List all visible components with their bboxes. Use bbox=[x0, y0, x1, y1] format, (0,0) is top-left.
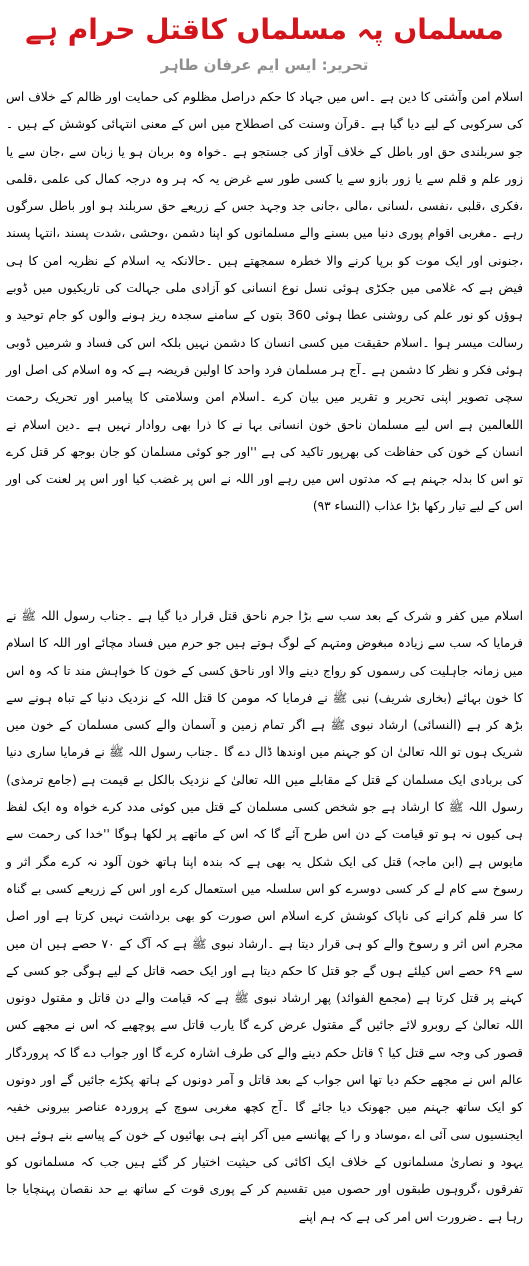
article-title: مسلماں پہ مسلماں کاقتل حرام ہے bbox=[25, 13, 504, 46]
article-author: تحریر: ایس ایم عرفان طاہر bbox=[160, 56, 369, 74]
article bbox=[0, 8, 529, 1266]
article-paragraph-1: اسلام امن وآشتی کا دین ہے ۔اس میں جہاد کا حکم دراصل مظلوم کی حمایت اور ظالم کے خلاف اس کی سرکوبی کے لیے دیا گیا ہے ۔قرآن وسنت کی اصطلاح میں اس کے معنی انتہائی کوشش کے ہیں ۔جو سربلندی حق اور باطل کے خلاف آواز کی جستجو ہے ۔خواہ وہ بربان ہو یا زبان سے ،جان سے یا زور علم و قلم سے یا زور بازو سے یا کسی طور سے غرض یہ کہ ہر وہ درجہ کمال کی علمی ،قلمی ،فکری ،قلبی ،نفسی ،لسانی ،مالی ،جانی جد وجہد جس کے زریعے حق سربلند ہو اور باطل سرگوں رہے ۔مغربی اقوام پوری دنیا میں بسنے والے مسلمانوں کو اپنا دشمن ،وحشی ،شدت پسند ،انتہا پسند ،جنونی اور ایک موت کو برپا کرنے والا خطرہ سمجھتے ہیں ۔حالانکہ یہ اسلام کے نظریہ امن کا ہی فیض ہے کہ غلامی میں جکڑی ہوئی نسل نوع انسانی کو آزادی ملی جہالت کی تاریکیوں میں ڈوبے ہوؤں کو نور علم کی روشنی عطا ہوئی 360 بتوں کے سامنے سجدہ ریز ہونے والوں کو جام توحید و رسالت میسر ہوا ۔اسلام حقیقت میں کسی انسان کا دشمن نہیں بلکہ اس کی فساد و شرمیں ڈوبی ہوئی فکر و نظر کا دشمن ہے ۔آج ہر مسلمان فرد واحد کا اولین فریضہ ہے کہ وہ اسلام کی اصل اور سچی تصویر اپنی تحریر و تقریر میں بیان کرے ۔اسلام امن وسلامتی کا پیامبر اور تحریک رحمت اللعالمین ہے اس لیے مسلمان ناحق خون انسانی بہا نے کا ذرا بھی روادار نہیں ہے ۔دین اسلام نے انسان کے خون کی حفاظت کی بھرپور تاکید کی ہے ''اور جو کوئی مسلمان کو جان بوجھ کر قتل کرے تو اس کا بدلہ جہنم ہے کہ مدتوں اس میں رہے اور اللہ نے اس پر غضب کیا اور اس پر لعنت کی اور اس کے لیے تیار رکھا بڑا عذاب (النساء ۹۳) bbox=[6, 90, 523, 514]
article-paragraph-2: اسلام میں کفر و شرک کے بعد سب سے بڑا جرم ناحق قتل قرار دیا گیا ہے ۔جناب رسول اللہ ﷺ نے فرمایا کہ سب سے زیادہ مبغوض ومتہم کے لوگ ہوتے ہیں جو حرم میں فساد مچائے اور اللہ کا اسلام میں زمانہ جاہلیت کی رسموں کو رواج دینے والا اور ناحق کسی کے خون کا خواہش مند تا کہ وہ اس کا خون بہائے (بخاری شریف) نبی ﷺ نے فرمایا کہ مومن کا قتل اللہ کے نزدیک دنیا کے تباہ ہونے سے بڑھ کر ہے (النسائی) ارشاد نبوی ﷺ ہے اگر تمام زمین و آسمان والے کسی مسلمان کے خون میں شریک ہوں تو اللہ تعالیٰ ان کو جہنم میں اوندھا ڈال دے گا ۔جناب رسول اللہ ﷺ نے فرمایا ساری دنیا کی بربادی ایک مسلمان کے قتل کے مقابلے میں اللہ تعالیٰ کے نزدیک بالکل بے قیمت ہے (جامع ترمذی) رسول اللہ ﷺ کا ارشاد ہے جو شخص کسی مسلمان کے قتل میں کوئی مدد کرے خواہ وہ ایک لفظ ہی کیوں نہ ہو تو قیامت کے دن اس طرح آئے گا کہ اس کے ماتھے پر لکھا ہوگا ''خدا کی رحمت سے مایوس ہے (ابن ماجہ) قتل کی ایک شکل یہ بھی ہے کہ بندہ اپنا ہاتھ خون آلود نہ کرے مگر اثر و رسوخ سے کام لے کر کسی دوسرے کو اس سلسلہ میں استعمال کرے اور اس کے زریعے کسی بے گناہ کا سر قلم کرانے کی ناپاک کوشش کرے اسلام اس صورت کو بھی برداشت نہیں کرتا ہے اور اصل مجرم اس اثر و رسوخ والے کو ہی قرار دیتا ہے ۔ارشاد نبوی ﷺ ہے کہ آگ کے ۷۰ حصے ہیں ان میں سے ۶۹ حصے اس کیلئے ہوں گے جو قتل کا حکم دیتا ہے اور ایک حصہ قاتل کے لیے ہوگی جو کسی کے کہنے پر قتل کرتا ہے (مجمع الفوائد) پھر ارشاد نبوی ﷺ ہے کہ قیامت والے دن قاتل و مقتول دونوں اللہ تعالیٰ کے روبرو لائے جائیں گے مقتول عرض کرے گا یارب قاتل سے پوچھیے کہ اس نے مجھے کس قصور کی وجہ سے قتل کیا ؟ قاتل حکم دینے والے کی طرف اشارہ کرے گا اور جواب دے گا کہ پروردگار عالم اس نے مجھے حکم دیا تھا اس جواب کے بعد قاتل و آمر دونوں کے ہاتھ پکڑے جائیں گے اور دونوں کو ایک ساتھ جہنم میں جھونک دیا جائے گا ۔آج کچھ مغربی سوچ کے پروردہ عناصر بیرونی خفیہ ایجنسیوں سی آئی اے ،موساد و را کے پھانسے میں آکر اپنے ہی بھائیوں کے خون کے پیاسے بنے ہوئے ہیں یہود و نصاریٰ مسلمانوں کے خلاف ایک اکائی کی حیثیت اختیار کر گئے ہیں جب کہ مسلمانوں کو تفرقوں ،گروہوں طبقوں اور حصوں میں تقسیم کر کے پوری قوت کے ساتھ بے حد نقصان پہنچایا جا رہا ہے ۔ضرورت اس امر کی ہے کہ ہم اپنے bbox=[6, 609, 523, 1224]
